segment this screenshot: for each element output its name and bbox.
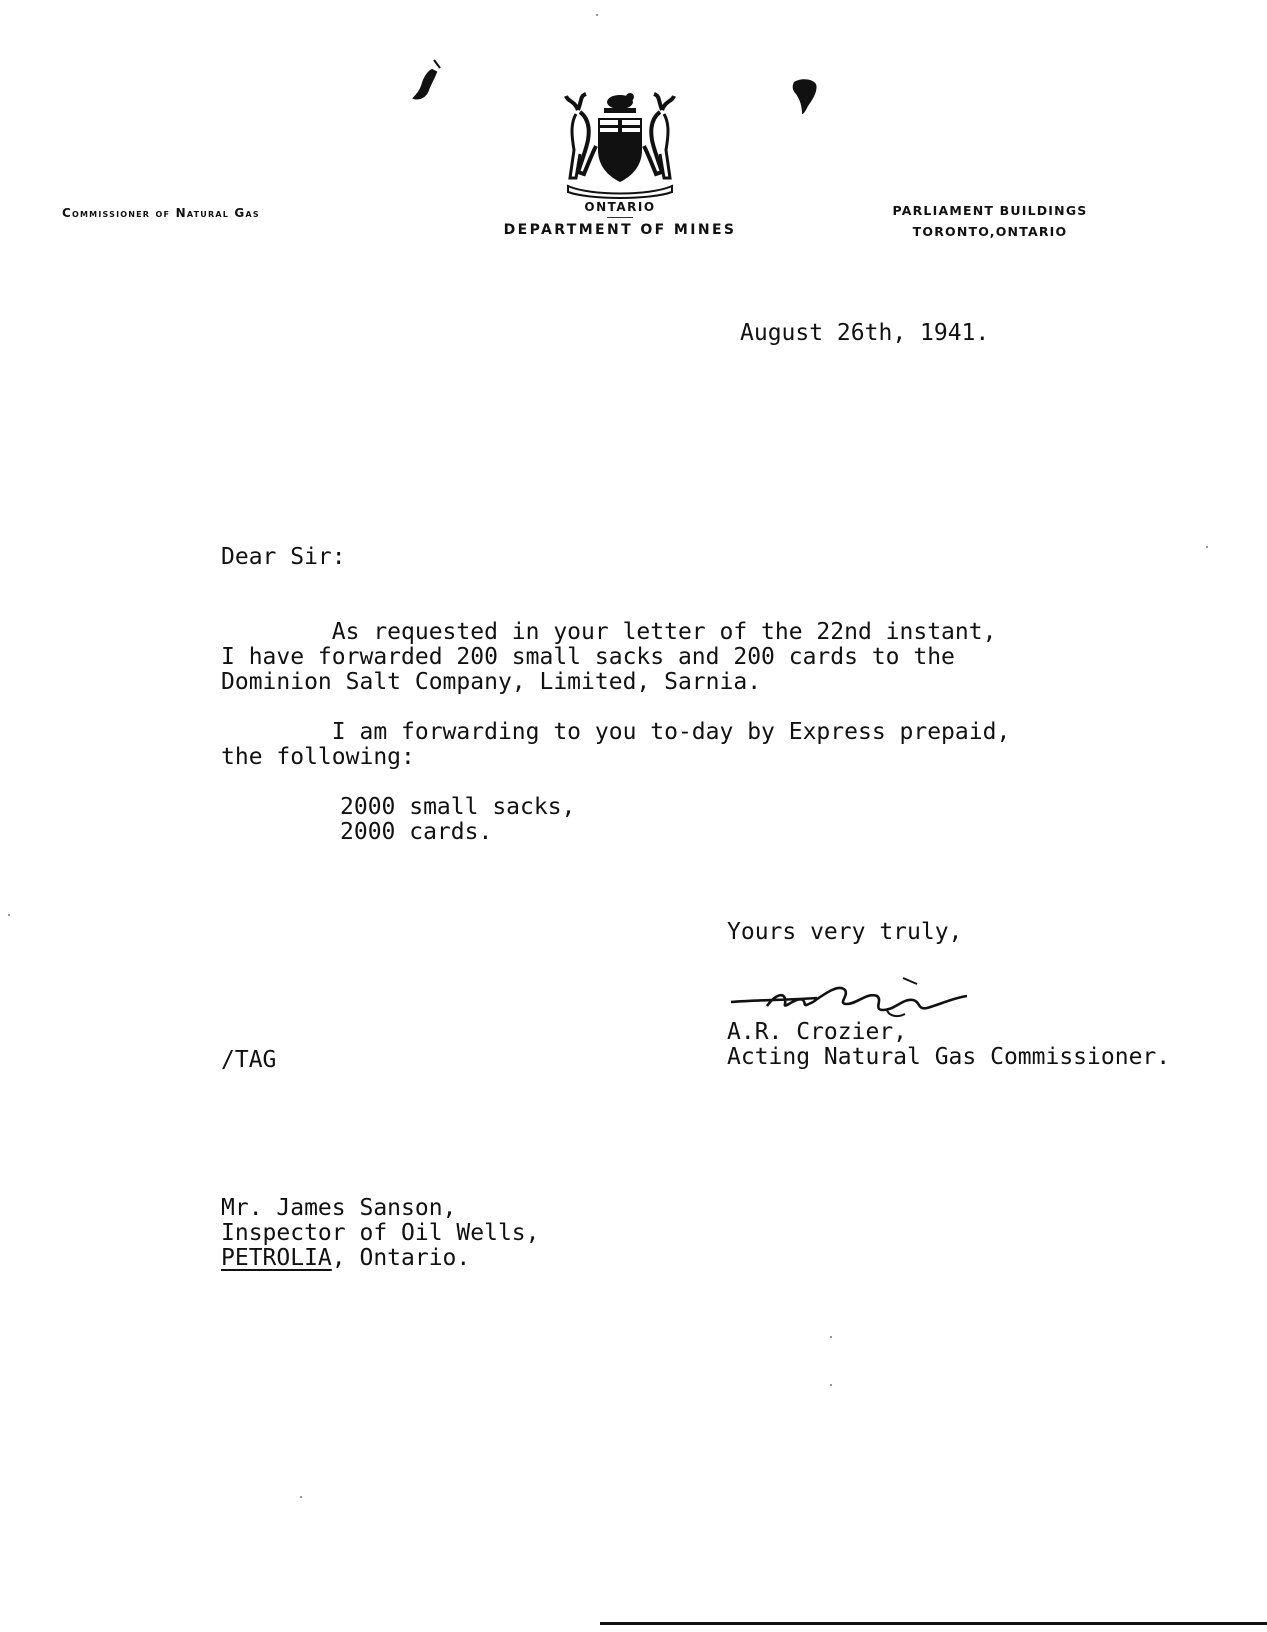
paragraph-2-line-1: I am forwarding to you to-day by Express prepaid, <box>221 719 1011 745</box>
paragraph-2 <box>221 720 1010 770</box>
address-line-1: PARLIAMENT BUILDINGS <box>892 203 1088 218</box>
letterhead-center <box>480 200 760 238</box>
salutation: Dear Sir: <box>221 544 346 570</box>
signer-block <box>727 1020 1170 1070</box>
scan-speck <box>1206 546 1208 548</box>
signer-name: A.R. Crozier, <box>727 1019 908 1045</box>
header-divider <box>607 217 633 218</box>
paragraph-1-line-1: As requested in your letter of the 22nd instant, <box>221 619 997 645</box>
handwritten-signature-icon <box>727 970 987 1020</box>
paragraph-1 <box>221 620 996 695</box>
province-name: ONTARIO <box>584 200 656 214</box>
scan-speck <box>300 1496 302 1498</box>
recipient-location <box>221 1246 540 1271</box>
ontario-coat-of-arms-icon <box>560 88 680 200</box>
ink-blot-right-icon <box>790 76 820 116</box>
office-address <box>880 200 1100 242</box>
list-item: 2000 small sacks, <box>340 794 576 820</box>
paragraph-2-line-2: the following: <box>221 744 415 770</box>
address-line-2: TORONTO,ONTARIO <box>912 224 1068 239</box>
department-name: DEPARTMENT OF MINES <box>503 222 737 238</box>
paragraph-1-line-2: I have forwarded 200 small sacks and 200 cards to the <box>221 644 955 670</box>
page-bottom-edge <box>600 1622 1267 1625</box>
ink-blot-left-icon <box>410 56 450 102</box>
office-name: Commissioner of Natural Gas <box>62 206 260 220</box>
scan-speck <box>596 14 598 16</box>
recipient-city: PETROLIA <box>221 1245 332 1271</box>
paragraph-1-line-3: Dominion Salt Company, Limited, Sarnia. <box>221 669 762 695</box>
letter-date: August 26th, 1941. <box>740 320 990 346</box>
list-item: 2000 cards. <box>340 819 493 845</box>
scan-speck <box>8 914 10 916</box>
recipient-address <box>221 1196 540 1271</box>
closing: Yours very truly, <box>727 919 963 945</box>
scan-speck <box>830 1384 832 1386</box>
recipient-title: Inspector of Oil Wells, <box>221 1220 540 1246</box>
recipient-name: Mr. James Sanson, <box>221 1195 457 1221</box>
signer-title: Acting Natural Gas Commissioner. <box>727 1044 1171 1070</box>
typist-initials: /TAG <box>221 1047 277 1073</box>
recipient-province: , Ontario. <box>331 1245 471 1271</box>
scan-speck <box>830 1336 832 1338</box>
items-list <box>340 795 575 845</box>
